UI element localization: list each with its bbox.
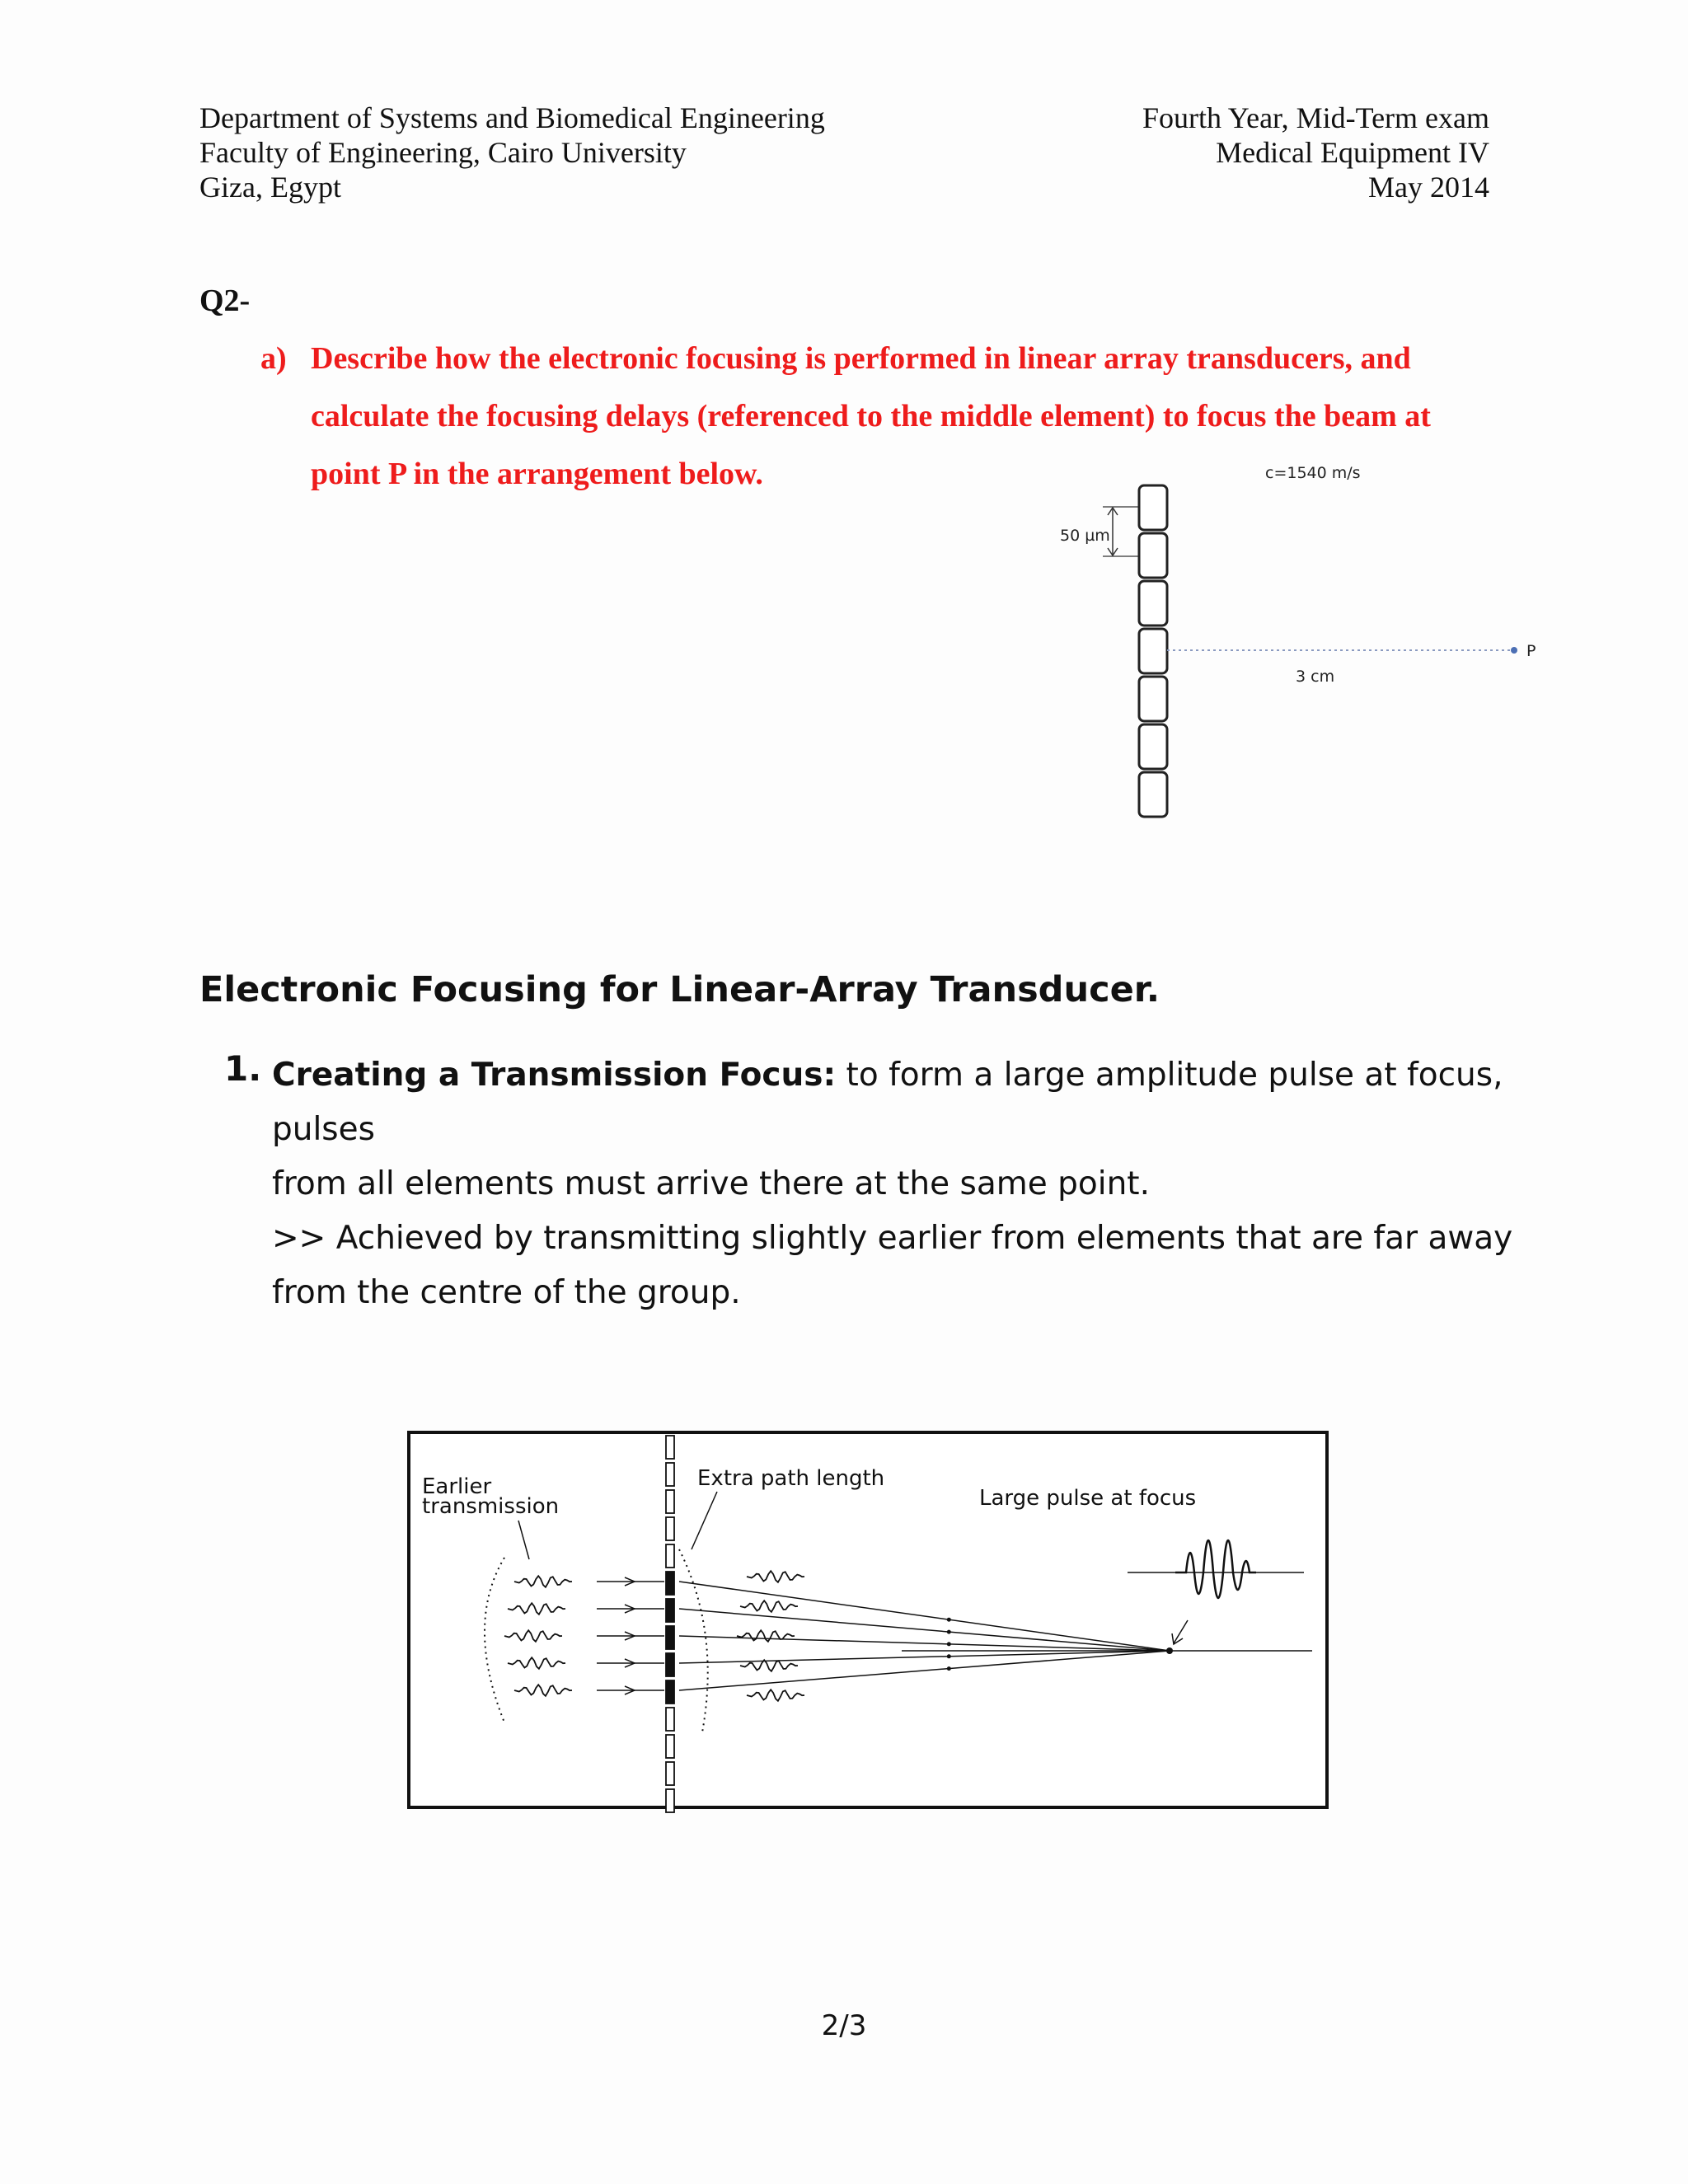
list-item <box>272 1048 1558 1212</box>
item-text: to form a large amplitude pulse at focus, pulses <box>272 1057 1503 1148</box>
active-element <box>666 1626 674 1649</box>
exam-line: Fourth Year, Mid-Term exam <box>1142 101 1489 134</box>
location-line: Giza, Egypt <box>199 171 341 204</box>
faculty-line: Faculty of Engineering, Cairo University <box>199 136 687 169</box>
inactive-element <box>666 1544 674 1568</box>
distance-label: 3 cm <box>1296 668 1335 686</box>
transducer-element <box>1139 724 1167 769</box>
inactive-element <box>666 1789 674 1812</box>
inactive-element <box>666 1490 674 1513</box>
point-p-label: P <box>1526 642 1536 660</box>
earlier-label-2: transmission <box>422 1494 560 1519</box>
transducer-element <box>1139 581 1167 626</box>
active-element <box>666 1572 674 1595</box>
list-number: 1. <box>224 1048 262 1089</box>
transducer-element <box>1139 677 1167 721</box>
department-info <box>199 101 825 204</box>
focus-point <box>1166 1647 1173 1654</box>
pitch-label: 50 µm <box>1060 527 1110 545</box>
note-line-1: >> Achieved by transmitting slightly earlier from elements that are far away <box>272 1220 1513 1257</box>
exam-info <box>1142 101 1489 204</box>
inactive-element <box>666 1436 674 1459</box>
date-line: May 2014 <box>1368 171 1489 204</box>
active-element <box>666 1653 674 1676</box>
question-part-label: a) <box>260 341 287 376</box>
large-pulse-label: Large pulse at focus <box>979 1486 1197 1511</box>
array-diagram <box>1047 457 1558 845</box>
extra-path-label: Extra path length <box>697 1466 885 1491</box>
question-number: Q2- <box>199 284 251 318</box>
course-line: Medical Equipment IV <box>1216 136 1489 169</box>
inactive-element <box>666 1517 674 1540</box>
transducer-element <box>1139 533 1167 578</box>
array-elements <box>1139 485 1167 817</box>
earlier-label-1: Earlier <box>422 1474 492 1499</box>
ray-arrowhead <box>947 1654 951 1658</box>
page-number: 2/3 <box>821 2009 867 2042</box>
transducer-element <box>1139 485 1167 530</box>
active-element <box>666 1599 674 1622</box>
item-lead: Creating a Transmission Focus: <box>272 1057 837 1094</box>
inactive-element <box>666 1762 674 1785</box>
inactive-element <box>666 1735 674 1758</box>
inactive-element <box>666 1463 674 1486</box>
item-text-line2: from all elements must arrive there at the same point. <box>272 1165 1150 1202</box>
active-element <box>666 1680 674 1704</box>
inactive-element <box>666 1708 674 1731</box>
transducer-element <box>1139 772 1167 817</box>
note-line-2: from the centre of the group. <box>272 1274 741 1311</box>
section-title: Electronic Focusing for Linear-Array Transducer. <box>199 969 1160 1010</box>
ray-arrowhead <box>947 1630 951 1634</box>
department-line: Department of Systems and Biomedical Engineering <box>199 101 825 134</box>
ray-arrowhead <box>947 1642 951 1646</box>
question-line-3: point P in the arrangement below. <box>311 457 763 491</box>
ray-arrowhead <box>947 1618 951 1622</box>
ray-arrowhead <box>947 1666 951 1671</box>
speed-label: c=1540 m/s <box>1265 464 1361 482</box>
point-p-marker <box>1511 647 1517 654</box>
question-line-1: Describe how the electronic focusing is performed in linear array transducers, and <box>311 341 1411 376</box>
question-line-2: calculate the focusing delays (referenced to the middle element) to focus the beam at <box>311 399 1431 434</box>
transmission-focus-diagram <box>407 1426 1330 1813</box>
note <box>272 1212 1558 1320</box>
transducer-element <box>1139 629 1167 673</box>
